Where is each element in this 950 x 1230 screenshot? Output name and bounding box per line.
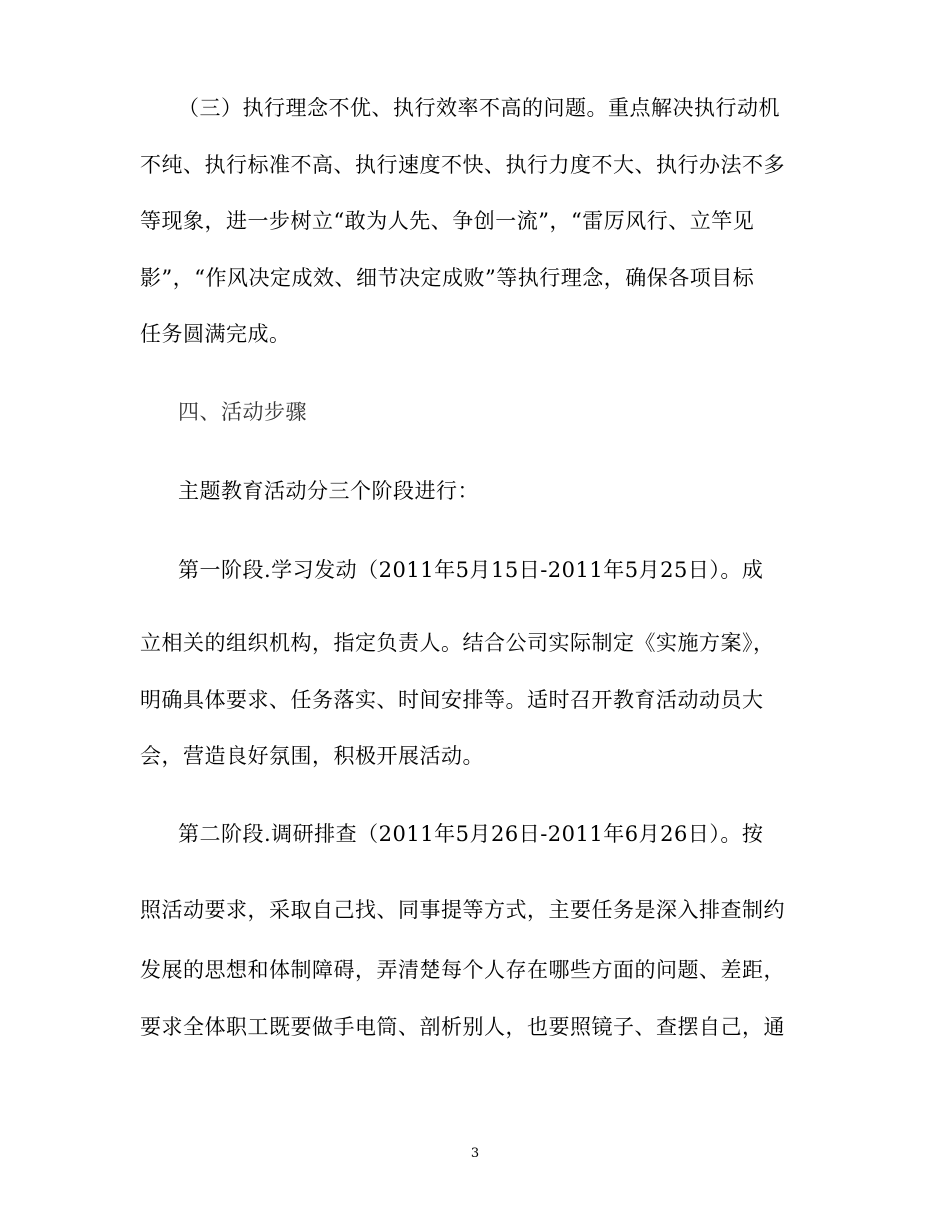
section-heading: 四、活动步骤 xyxy=(178,400,307,424)
paragraph-line: 明确具体要求、任务落实、时间安排等。适时召开教育活动动员大 xyxy=(140,688,764,712)
paragraph-line: 立相关的组织机构，指定负责人。结合公司实际制定《实施方案》， xyxy=(140,631,775,655)
paragraph-line: 等现象，进一步树立“敢为人先、争创一流”，“雷厉风行、立竿见 xyxy=(140,209,755,233)
paragraph-line: 主题教育活动分三个阶段进行： xyxy=(178,479,479,503)
paragraph-line: 会，营造良好氛围，积极开展活动。 xyxy=(140,744,484,768)
page-number: 3 xyxy=(470,1146,480,1161)
stage-heading-line: 第一阶段.学习发动（2011年5月15日-2011年5月25日）。成 xyxy=(178,558,764,582)
stage-heading-line: 第二阶段.调研排查（2011年5月26日-2011年6月26日）。按 xyxy=(178,822,764,846)
paragraph-line: （三）执行理念不优、执行效率不高的问题。重点解决执行动机 xyxy=(178,96,780,120)
paragraph-line: 照活动要求，采取自己找、同事提等方式，主要任务是深入排查制约 xyxy=(140,898,785,922)
paragraph-line: 不纯、执行标准不高、执行速度不快、执行力度不大、执行办法不多 xyxy=(140,153,785,177)
paragraph-line: 要求全体职工既要做手电筒、剖析别人，也要照镜子、查摆自己，通 xyxy=(140,1015,785,1039)
paragraph-line: 发展的思想和体制障碍，弄清楚每个人存在哪些方面的问题、差距， xyxy=(140,958,785,982)
paragraph-line: 影”，“作风决定成效、细节决定成败”等执行理念，确保各项目标 xyxy=(140,266,755,290)
paragraph-line: 任务圆满完成。 xyxy=(140,322,291,346)
